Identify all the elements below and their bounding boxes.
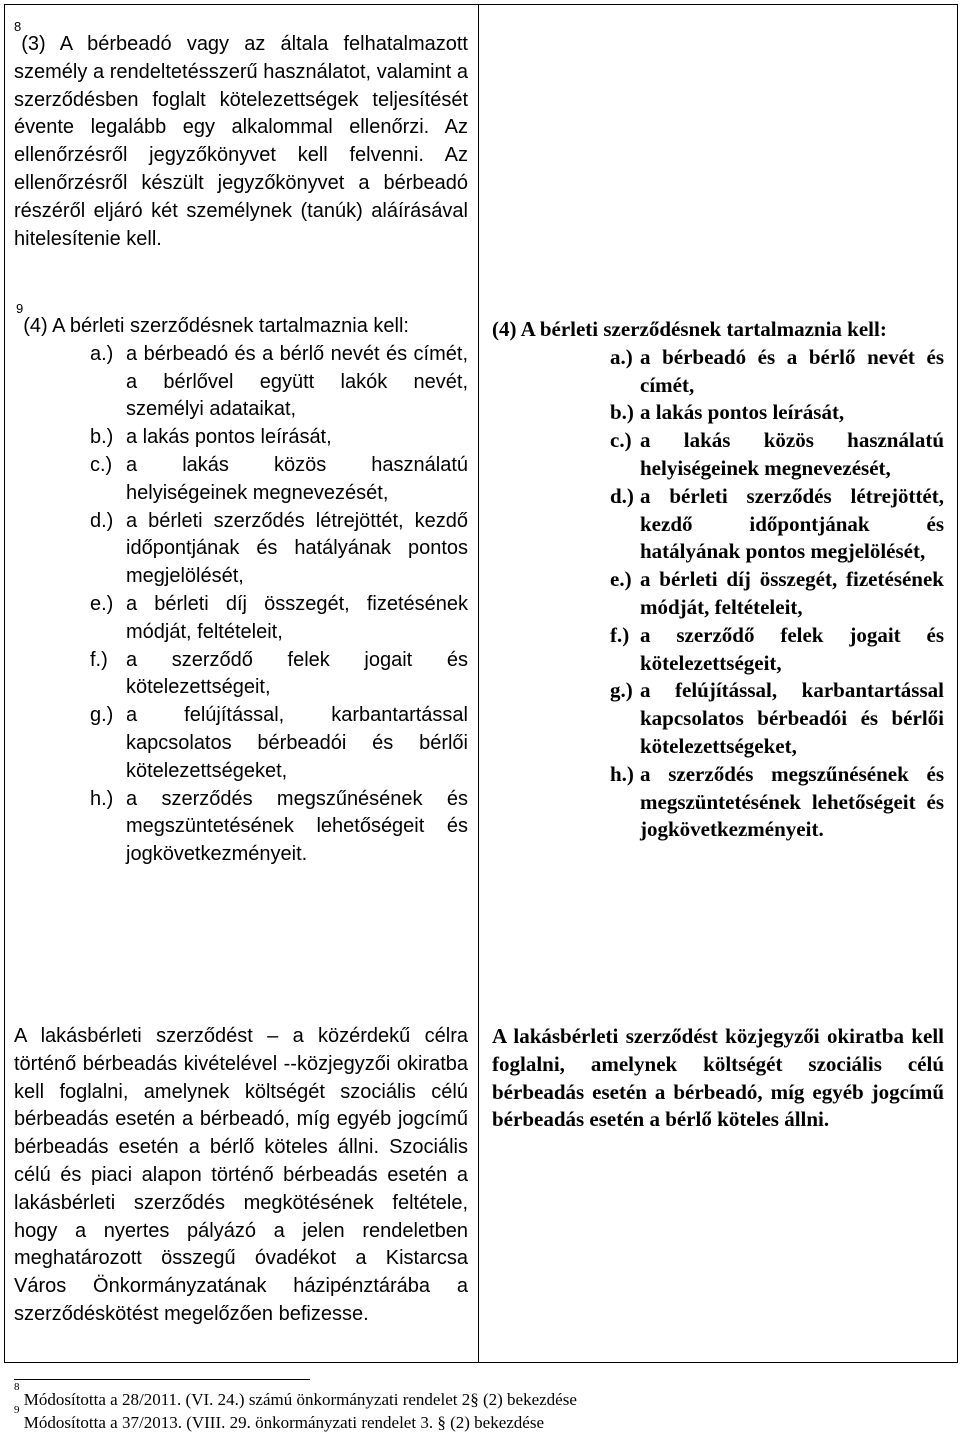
right-paragraph-4 [492, 316, 944, 844]
left-item-list [14, 341, 468, 869]
list-item-text: a bérbeadó és a bérlő nevét és címét, [640, 344, 944, 397]
list-item [14, 452, 468, 508]
list-item-text: a szerződő felek jogait és kötelezettségeit, [126, 648, 468, 699]
list-item-marker: a.) [610, 344, 633, 369]
list-item-marker: c.) [610, 428, 632, 453]
list-item-text: a lakás pontos leírását, [640, 400, 845, 425]
list-item [492, 566, 944, 622]
list-item [14, 786, 468, 869]
list-item-marker: b.) [90, 426, 114, 449]
column-divider [478, 4, 479, 1363]
list-item-marker: g.) [610, 678, 633, 703]
list-item-marker: f.) [610, 622, 630, 647]
right-item-list [492, 344, 944, 844]
list-item [14, 341, 468, 424]
list-item-text: a bérleti díj összegét, fizetésének módját, feltételeit, [640, 567, 944, 619]
list-item-marker: d.) [90, 509, 114, 532]
left-paragraph-3 [14, 19, 468, 253]
right-paragraph-5-text: A lakásbérleti szerződést közjegyzői okiratba kell foglalni, amelynek költségét szociális célú bérbeadás esetén a bérbeadó, míg egyéb jogcímű bérbeadás esetén a bérlő köteles állni. [492, 1024, 944, 1132]
list-item [492, 677, 944, 760]
list-item-text: a szerződő felek jogait és kötelezettségeit, [640, 622, 944, 675]
list-item-marker: f.) [90, 648, 108, 671]
list-item [492, 344, 944, 400]
list-item-marker: h.) [90, 787, 114, 810]
list-item-text: a felújítással, karbantartással kapcsolatos bérbeadói és bérlői kötelezettségeket, [640, 678, 944, 758]
list-item-marker: c.) [90, 453, 113, 476]
left-paragraph-3-text: (3) A bérbeadó vagy az általa felhatalmazott személy a rendeltetésszerű használatot, valamint a szerződésben foglalt kötelezettségek teljesítését évente legalább egy alkalommal ellenőrzi. Az ellenőrzésről jegyzőkönyvet kell felvenni. Az ellenőrzésről készült jegyzőkönyvet a bérbeadó részéről eljáró két személynek (tanúk) aláírásával hitelesítenie kell. [14, 33, 468, 250]
list-item [14, 591, 468, 647]
list-item [492, 427, 944, 483]
list-item [492, 399, 944, 427]
list-item-text: a szerződés megszűnésének és megszüntetésének lehetőségeit és jogkövetkezményeit. [640, 761, 944, 842]
list-item [492, 622, 944, 678]
footnote-separator [14, 1379, 310, 1380]
list-item-text: a lakás közös használatú helyiségeinek megnevezését, [640, 428, 944, 480]
list-item-marker: h.) [610, 761, 634, 786]
right-paragraph-5 [492, 1023, 944, 1134]
list-item-text: a bérbeadó és a bérlő nevét és címét, a bérlővel együtt lakók nevét, személyi adataikat, [126, 342, 468, 421]
left-paragraph-4-heading: (4) A bérleti szerződésnek tartalmaznia kell: [23, 315, 409, 337]
list-item-text: a felújítással, karbantartással kapcsolatos bérbeadói és bérlői kötelezettségeket, [126, 704, 468, 782]
left-paragraph-5 [14, 1023, 468, 1329]
list-item [14, 702, 468, 785]
right-paragraph-4-heading: (4) A bérleti szerződésnek tartalmaznia kell: [492, 317, 887, 341]
footnote-9: $^9$ Módosította a 37/2013. (VIII. 29. önkormányzati rendelet 3. § (2) bekezdése [14, 1404, 544, 1432]
left-paragraph-4 [14, 301, 468, 869]
list-item [492, 483, 944, 566]
footnote-9-text: Módosította a 37/2013. (VIII. 29. önkormányzati rendelet 3. § (2) bekezdése [23, 1413, 544, 1432]
list-item-marker: e.) [90, 592, 114, 615]
list-item-text: a bérleti szerződés létrejöttét, kezdő időpontjának és hatályának pontos megjelölését, [126, 509, 468, 588]
list-item-marker: d.) [610, 483, 634, 508]
footnote-ref-8: 8 [14, 19, 22, 34]
list-item [14, 424, 468, 452]
list-item-text: a bérleti díj összegét, fizetésének módját, feltételeit, [126, 592, 468, 643]
list-item-text: a bérleti szerződés létrejöttét, kezdő időpontjának és hatályának pontos megjelölését, [640, 483, 944, 564]
list-item-text: a lakás közös használatú helyiségeinek megnevezését, [126, 453, 468, 504]
footnote-8: $^8$ Módosította a 28/2011. (VI. 24.) számú önkormányzati rendelet 2§ (2) bekezdése [14, 1381, 577, 1409]
list-item [14, 647, 468, 703]
list-item-marker: a.) [90, 342, 114, 365]
list-item [14, 508, 468, 591]
footnote-ref-9: 9 [16, 301, 24, 316]
footnote-8-text: Módosította a 28/2011. (VI. 24.) számú önkormányzati rendelet 2§ (2) bekezdése [23, 1390, 577, 1409]
list-item-marker: b.) [610, 400, 634, 425]
list-item-marker: g.) [90, 704, 114, 727]
list-item-marker: e.) [610, 567, 632, 592]
list-item [492, 761, 944, 844]
left-paragraph-5-text: A lakásbérleti szerződést – a közérdekű célra történő bérbeadás kivételével --közjegyzői okiratba kell foglalni, amelynek költségét szociális célú bérbeadás esetén a bérbeadó, míg egyéb jogcímű bérbeadás esetén a bérlő köteles állni. Szociális célú és piaci alapon történő bérbeadás esetén a lakásbérleti szerződés megkötésének feltétele, hogy a nyertes pályázó a jelen rendeletben meghatározott összegű óvadékot a Kistarcsa Város Önkormányzatának házipénztárába a szerződéskötést megelőzően befizesse. [14, 1025, 468, 1325]
list-item-text: a szerződés megszűnésének és megszüntetésének lehetőségeit és jogkövetkezményeit. [126, 787, 468, 866]
list-item-text: a lakás pontos leírását, [126, 426, 332, 449]
